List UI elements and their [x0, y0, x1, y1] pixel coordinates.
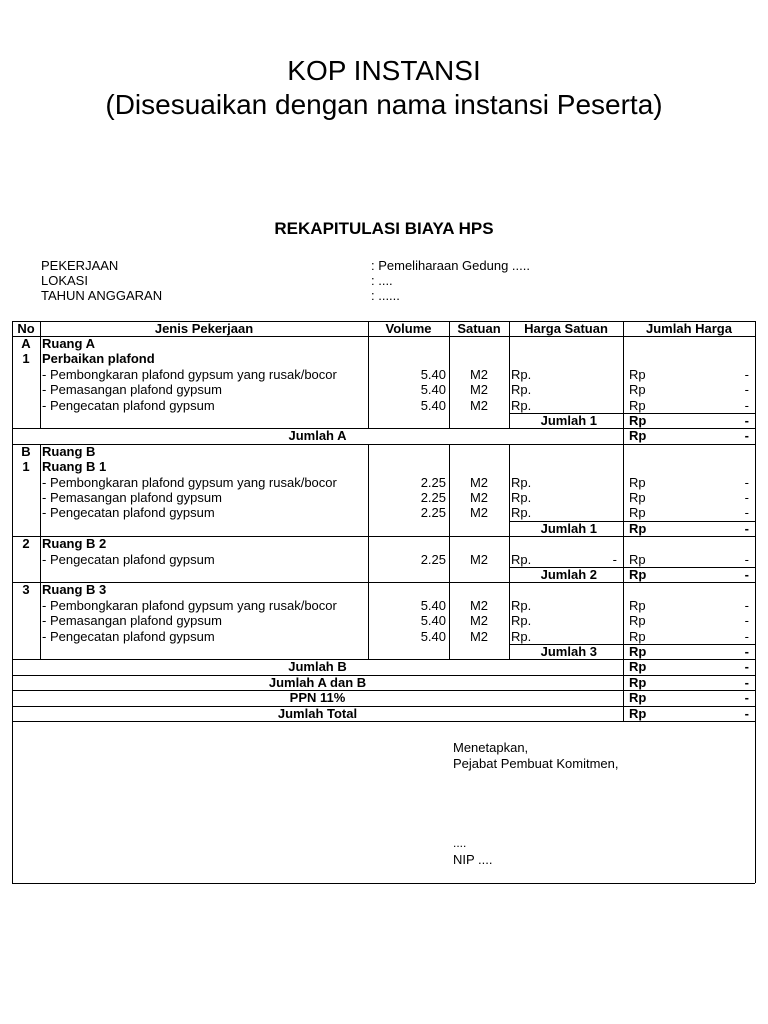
total-value: -	[744, 705, 749, 721]
column-divider	[368, 321, 369, 336]
item-volume: 5.40	[420, 397, 446, 413]
item-price-currency: Rp.	[511, 474, 532, 490]
table-rule	[12, 536, 755, 537]
item-total-currency: Rp	[629, 597, 646, 613]
subtotal-label: Jumlah 1	[540, 520, 597, 536]
subtotal-label: Jumlah 3	[540, 644, 597, 659]
column-divider	[368, 444, 369, 660]
item-description: - Pemasangan plafond gypsum	[42, 490, 222, 505]
table-rule	[12, 582, 755, 583]
signature-line-1: Menetapkan,	[453, 740, 529, 755]
total-value: -	[744, 428, 749, 444]
signature-nip: NIP ....	[453, 852, 493, 867]
item-price-value: -	[612, 551, 617, 567]
item-total-value: -	[744, 474, 749, 490]
item-total-currency: Rp	[629, 382, 646, 398]
kop-title: KOP INSTANSI	[287, 55, 481, 86]
header-volume: Volume	[385, 321, 432, 336]
total-currency: Rp	[629, 428, 647, 444]
table-rule	[12, 883, 755, 884]
item-total-value: -	[744, 613, 749, 629]
item-description: - Pengecatan plafond gypsum	[42, 505, 215, 521]
subtotal-value: -	[744, 644, 749, 659]
header-no: No	[17, 321, 35, 336]
table-rule	[12, 659, 755, 660]
row-number: 1	[22, 459, 30, 475]
subtotal-currency: Rp	[629, 567, 647, 582]
item-unit: M2	[469, 551, 489, 567]
column-divider	[509, 444, 510, 660]
row-number: A	[21, 336, 31, 351]
item-description: - Pengecatan plafond gypsum	[42, 397, 215, 413]
subtotal-currency: Rp	[629, 644, 647, 659]
item-total-currency: Rp	[629, 551, 646, 567]
item-volume: 5.40	[420, 613, 446, 629]
total-label: PPN 11%	[289, 690, 346, 706]
item-total-currency: Rp	[629, 490, 646, 505]
item-total-value: -	[744, 551, 749, 567]
item-unit: M2	[469, 474, 489, 490]
subtotal-currency: Rp	[629, 520, 647, 536]
item-total-currency: Rp	[629, 474, 646, 490]
column-divider	[623, 444, 624, 660]
item-volume: 5.40	[420, 382, 446, 398]
item-unit: M2	[469, 490, 489, 505]
info-value-pekerjaan: : Pemeliharaan Gedung .....	[371, 258, 530, 273]
table-rule	[12, 721, 755, 722]
item-price-currency: Rp.	[511, 397, 532, 413]
header-harga-satuan: Harga Satuan	[524, 321, 608, 336]
item-price-currency: Rp.	[511, 628, 532, 644]
section-heading: Ruang B 2	[42, 536, 107, 552]
column-divider	[623, 675, 624, 690]
total-value: -	[744, 659, 749, 675]
table-rule	[12, 444, 755, 445]
total-label: Jumlah Total	[277, 705, 358, 721]
item-price-currency: Rp.	[511, 382, 532, 398]
info-label-pekerjaan: PEKERJAAN	[41, 258, 119, 273]
item-description: - Pembongkaran plafond gypsum yang rusak/bocor	[42, 366, 337, 382]
subtotal-value: -	[744, 567, 749, 582]
section-heading: Ruang B 1	[42, 459, 107, 475]
column-divider	[368, 336, 369, 428]
item-price-currency: Rp.	[511, 613, 532, 629]
section-heading: Ruang A	[42, 336, 95, 351]
item-volume: 2.25	[420, 505, 446, 521]
item-description: - Pemasangan plafond gypsum	[42, 382, 222, 398]
item-volume: 2.25	[420, 551, 446, 567]
item-price-currency: Rp.	[511, 490, 532, 505]
item-price-currency: Rp.	[511, 505, 532, 521]
column-divider	[40, 336, 41, 428]
item-price-currency: Rp.	[511, 551, 532, 567]
table-rule	[509, 567, 755, 568]
header-jumlah-harga: Jumlah Harga	[646, 321, 732, 336]
total-currency: Rp	[629, 659, 647, 675]
item-price-currency: Rp.	[511, 366, 532, 382]
column-divider	[623, 336, 624, 428]
column-divider	[509, 336, 510, 428]
table-rule	[12, 428, 755, 429]
total-currency: Rp	[629, 705, 647, 721]
table-rule	[509, 644, 755, 645]
item-volume: 5.40	[420, 366, 446, 382]
table-rule	[12, 336, 755, 337]
column-divider	[623, 659, 624, 674]
row-number: B	[21, 443, 31, 459]
table-rule	[12, 321, 755, 322]
signature-line-2: Pejabat Pembuat Komitmen,	[453, 756, 619, 771]
item-volume: 2.25	[420, 474, 446, 490]
subtotal-value: -	[744, 520, 749, 536]
item-description: - Pembongkaran plafond gypsum yang rusak/bocor	[42, 474, 337, 490]
info-label-tahun: TAHUN ANGGARAN	[41, 288, 163, 303]
item-total-value: -	[744, 382, 749, 398]
total-label: Jumlah A dan B	[268, 674, 367, 690]
column-divider	[449, 321, 450, 336]
column-divider	[449, 444, 450, 660]
item-volume: 5.40	[420, 628, 446, 644]
column-divider	[623, 428, 624, 443]
item-description: - Pengecatan plafond gypsum	[42, 628, 215, 644]
table-rule	[12, 675, 755, 676]
item-total-currency: Rp	[629, 397, 646, 413]
subtotal-label: Jumlah 1	[540, 413, 597, 428]
kop-subtitle: (Disesuaikan dengan nama instansi Peserta)	[105, 89, 663, 120]
item-total-currency: Rp	[629, 366, 646, 382]
total-label: Jumlah A	[288, 428, 347, 444]
item-unit: M2	[469, 628, 489, 644]
item-unit: M2	[469, 397, 489, 413]
table-rule	[12, 706, 755, 707]
subtotal-currency: Rp	[629, 413, 647, 428]
item-description: - Pembongkaran plafond gypsum yang rusak/bocor	[42, 597, 337, 613]
item-unit: M2	[469, 613, 489, 629]
item-unit: M2	[469, 505, 489, 521]
item-total-value: -	[744, 505, 749, 521]
item-unit: M2	[469, 366, 489, 382]
item-total-value: -	[744, 366, 749, 382]
total-currency: Rp	[629, 690, 647, 706]
item-unit: M2	[469, 382, 489, 398]
item-total-value: -	[744, 397, 749, 413]
column-divider	[40, 444, 41, 660]
header-satuan: Satuan	[457, 321, 501, 336]
table-rule	[509, 521, 755, 522]
info-value-tahun: : ......	[371, 288, 400, 303]
info-label-lokasi: LOKASI	[41, 273, 88, 288]
item-total-currency: Rp	[629, 613, 646, 629]
total-value: -	[744, 690, 749, 706]
section-heading: Perbaikan plafond	[42, 351, 155, 367]
table-rule	[12, 690, 755, 691]
column-divider	[12, 321, 13, 883]
section-heading: Ruang B	[42, 443, 96, 459]
column-divider	[623, 690, 624, 705]
item-total-value: -	[744, 628, 749, 644]
item-volume: 2.25	[420, 490, 446, 505]
item-description: - Pemasangan plafond gypsum	[42, 613, 222, 629]
subtotal-value: -	[744, 413, 749, 428]
row-number: 3	[22, 582, 30, 598]
column-divider	[40, 321, 41, 336]
row-number: 1	[22, 351, 30, 367]
row-number: 2	[22, 536, 30, 552]
document-title: REKAPITULASI BIAYA HPS	[274, 219, 494, 238]
column-divider	[623, 706, 624, 721]
item-price-currency: Rp.	[511, 597, 532, 613]
item-total-currency: Rp	[629, 505, 646, 521]
total-value: -	[744, 674, 749, 690]
table-rule	[509, 413, 755, 414]
subtotal-label: Jumlah 2	[540, 567, 597, 582]
item-total-currency: Rp	[629, 628, 646, 644]
item-volume: 5.40	[420, 597, 446, 613]
column-divider	[623, 321, 624, 336]
item-unit: M2	[469, 597, 489, 613]
total-currency: Rp	[629, 674, 647, 690]
section-heading: Ruang B 3	[42, 582, 107, 598]
item-total-value: -	[744, 490, 749, 505]
column-divider	[755, 321, 756, 883]
item-total-value: -	[744, 597, 749, 613]
signature-name: ....	[453, 836, 467, 850]
column-divider	[509, 321, 510, 336]
header-jenis-pekerjaan: Jenis Pekerjaan	[154, 321, 254, 336]
info-value-lokasi: : ....	[371, 273, 393, 288]
column-divider	[449, 336, 450, 428]
total-label: Jumlah B	[288, 659, 347, 675]
item-description: - Pengecatan plafond gypsum	[42, 551, 215, 567]
